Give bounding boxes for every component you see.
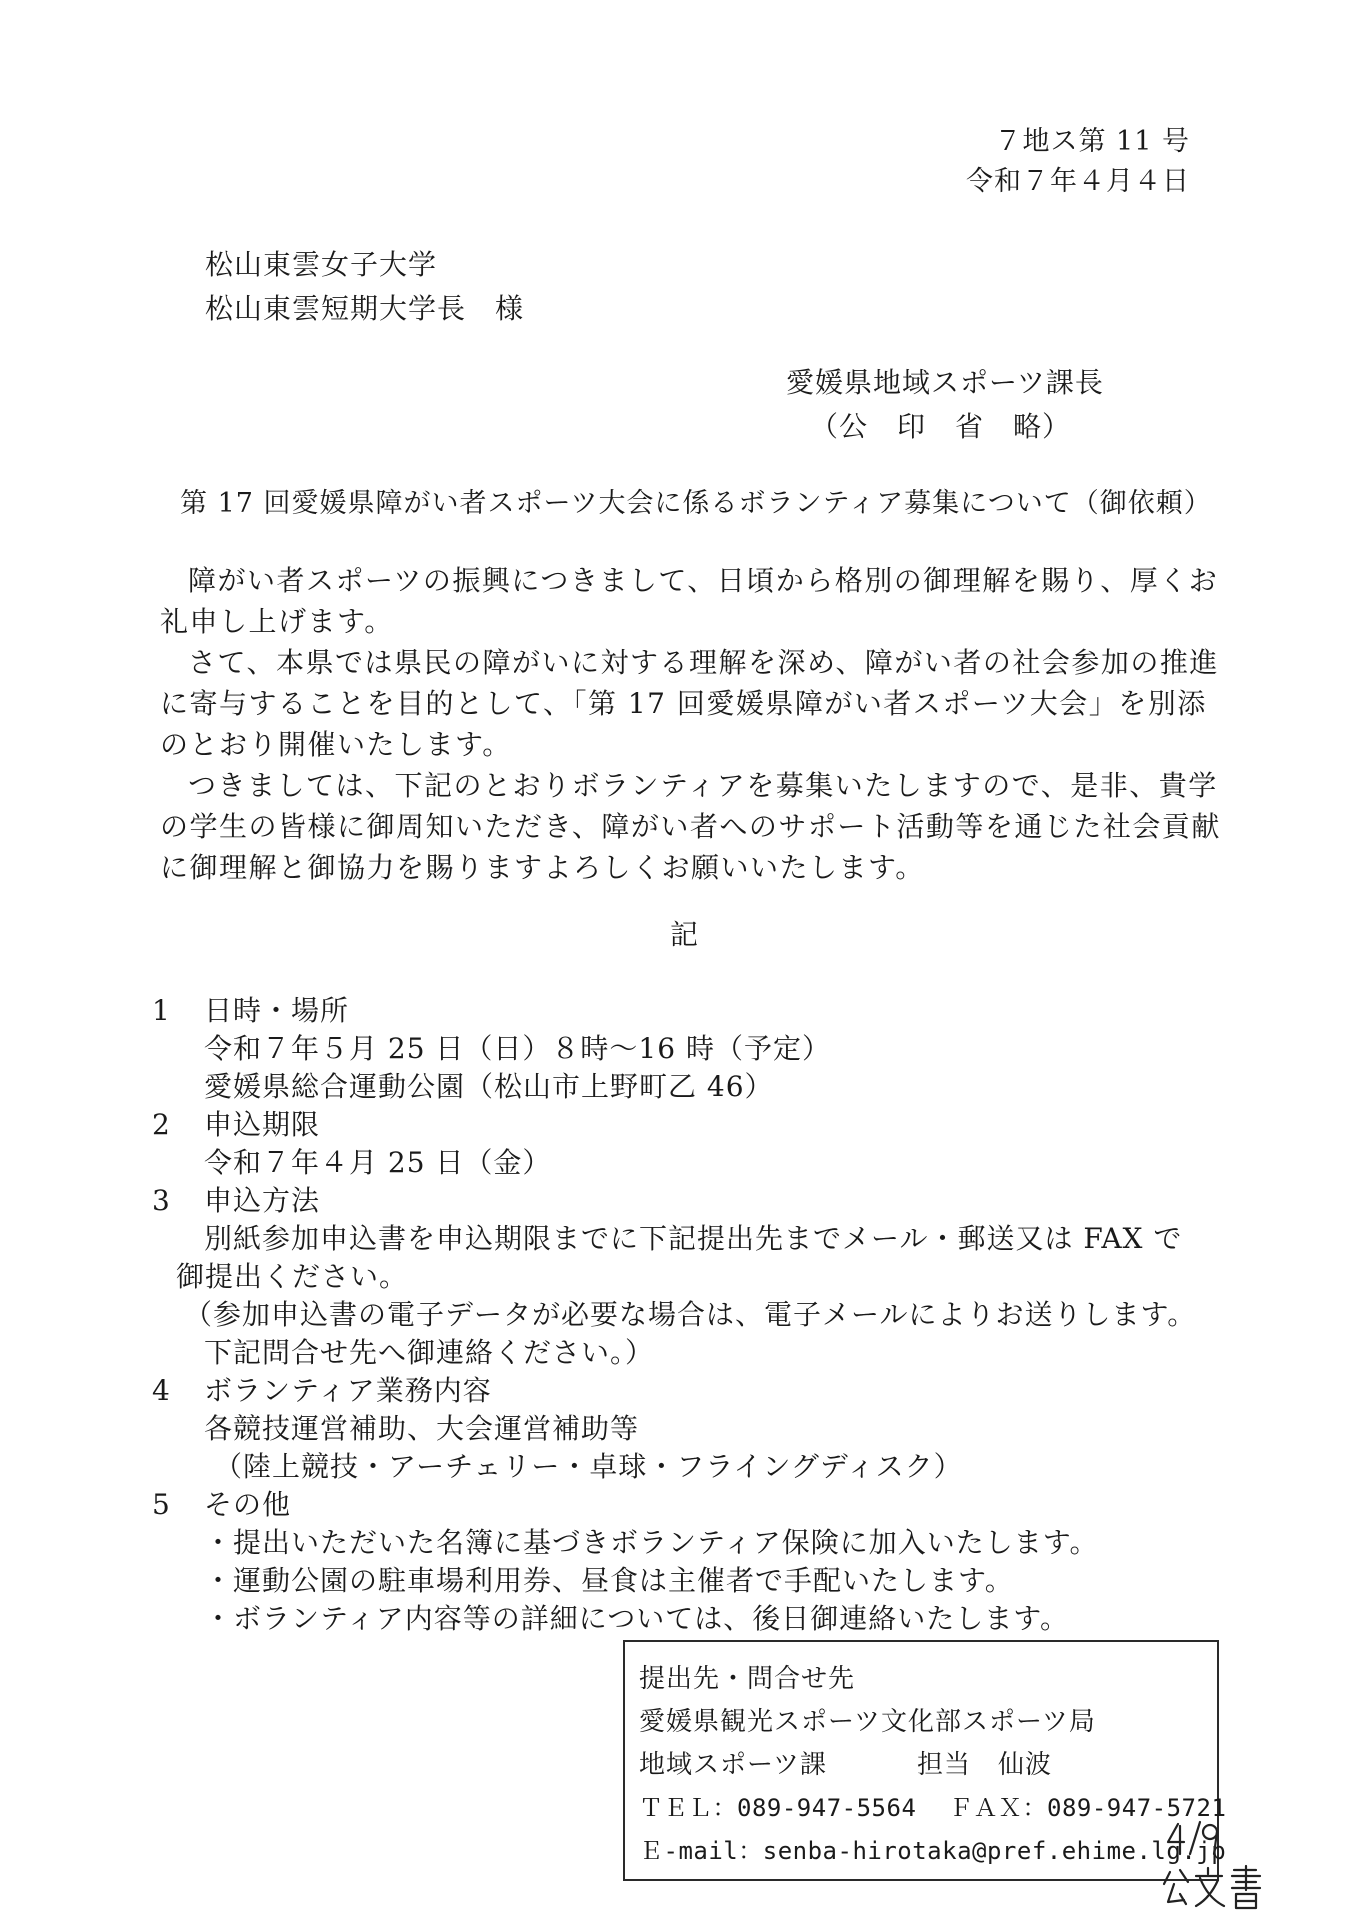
contact-fax: ＦＡＸ：089-947-5721 <box>949 1794 1227 1822</box>
item-number: 5 <box>152 1488 171 1521</box>
handwritten-note-drawing <box>1160 1818 1270 1914</box>
document-title: 第 17 回愛媛県障がい者スポーツ大会に係るボランティア募集について（御依頼） <box>180 488 1212 519</box>
handwritten-note <box>1160 1818 1270 1914</box>
contact-person: 担当 仙波 <box>917 1750 1053 1780</box>
contact-section: 地域スポーツ課 <box>639 1750 827 1780</box>
item-line: 別紙参加申込書を申込期限までに下記提出先までメール・郵送又は FAX で <box>204 1222 1183 1255</box>
body-paragraph-3: つきましては、下記のとおりボランティアを募集いたしますので、是非、貴学の学生の皆様に御周知いただき、障がい者へのサポート活動等を通じた社会貢献に御理解と御協力を賜りますよろしくお願いいたします。 <box>160 769 1221 884</box>
item-number: 3 <box>152 1184 171 1217</box>
item-heading: ボランティア業務内容 <box>204 1374 492 1407</box>
item-3-heading-row <box>152 1184 320 1218</box>
seal-omitted-note: （公 印 省 略） <box>810 410 1072 443</box>
item-line: ・ボランティア内容等の詳細については、後日御連絡いたします。 <box>204 1602 1069 1635</box>
item-line: 御提出ください。 <box>176 1260 409 1293</box>
contact-tel: ＴＥＬ：089-947-5564 <box>639 1794 917 1822</box>
item-line: ・提出いただいた名簿に基づきボランティア保険に加入いたします。 <box>204 1526 1099 1559</box>
item-number: 4 <box>152 1374 171 1407</box>
item-5-heading-row <box>152 1488 291 1522</box>
addressee-line-2: 松山東雲短期大学長 様 <box>205 292 525 325</box>
item-line: ・運動公園の駐車場利用券、昼食は主催者で手配いたします。 <box>204 1564 1014 1597</box>
contact-phone-row <box>639 1787 1227 1830</box>
contact-email: Ｅ-mail：senba-hirotaka@pref.ehime.lg.jp <box>639 1837 1227 1865</box>
ki-heading: 記 <box>670 918 700 951</box>
document-date: 令和７年４月４日 <box>966 166 1190 197</box>
item-1-heading-row <box>152 994 349 1028</box>
sender-name: 愛媛県地域スポーツ課長 <box>786 366 1104 399</box>
item-number: 2 <box>152 1108 171 1141</box>
document-number: ７地ス第 11 号 <box>994 126 1190 157</box>
contact-heading: 提出先・問合せ先 <box>639 1664 856 1694</box>
item-line: 下記問合せ先へ御連絡ください。） <box>204 1336 655 1369</box>
body-text <box>160 560 1230 888</box>
item-line: 各競技運営補助、大会運営補助等 <box>204 1412 640 1445</box>
item-line: （参加申込書の電子データが必要な場合は、電子メールによりお送りします。 <box>184 1298 1197 1331</box>
item-line: （陸上競技・アーチェリー・卓球・フライングディスク） <box>214 1450 963 1483</box>
item-line: 愛媛県総合運動公園（松山市上野町乙 46） <box>204 1070 774 1103</box>
item-heading: 日時・場所 <box>204 994 350 1027</box>
body-paragraph-2: さて、本県では県民の障がいに対する理解を深め、障がい者の社会参加の推進に寄与することを目的として、「第 17 回愛媛県障がい者スポーツ大会」を別添のとおり開催いたします。 <box>160 646 1219 761</box>
contact-organization: 愛媛県観光スポーツ文化部スポーツ局 <box>639 1707 1096 1737</box>
item-heading: その他 <box>204 1488 292 1521</box>
item-heading: 申込期限 <box>204 1108 321 1141</box>
item-heading: 申込方法 <box>204 1184 321 1217</box>
item-2-heading-row <box>152 1108 320 1142</box>
contact-section-row <box>639 1744 1217 1787</box>
item-number: 1 <box>152 994 171 1027</box>
body-paragraph-1: 障がい者スポーツの振興につきまして、日頃から格別の御理解を賜り、厚くお礼申し上げます。 <box>160 564 1219 638</box>
item-line: 令和７年５月 25 日（日）８時～16 時（予定） <box>204 1032 831 1065</box>
item-4-heading-row <box>152 1374 492 1408</box>
addressee-line-1: 松山東雲女子大学 <box>205 248 438 281</box>
contact-box <box>623 1640 1227 1881</box>
item-line: 令和７年４月 25 日（金） <box>204 1146 552 1179</box>
